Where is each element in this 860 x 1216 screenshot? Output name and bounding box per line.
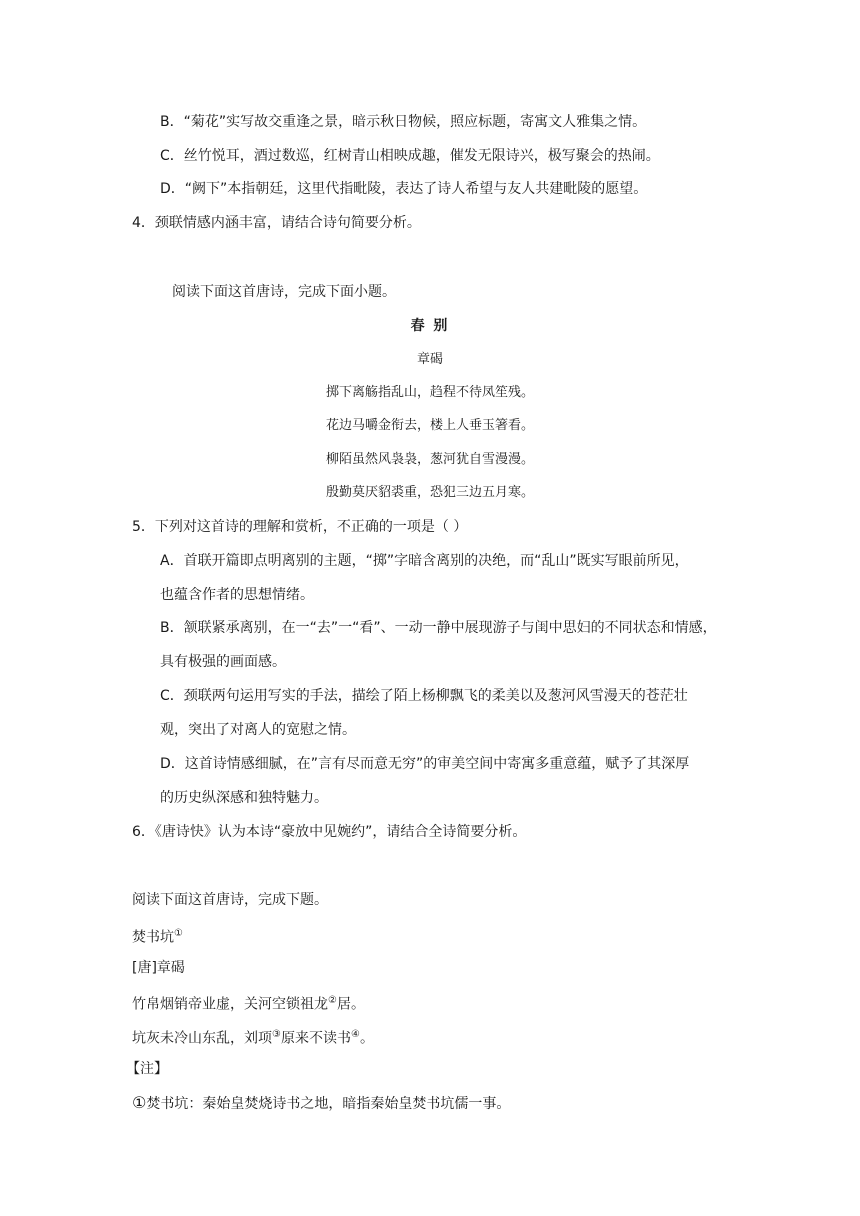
poem-line: 掷下离觞指乱山，趋程不待凤笙残。 xyxy=(325,385,534,400)
poem2-line2 xyxy=(132,1025,374,1049)
q5-option-d-cont: 的历史纵深感和独特魅力。 xyxy=(160,790,328,806)
q5-option-d: D．这首诗情感细腻，在”言有尽而意无穷”的审美空间中寄寓多重意蕴，赋予了其深厚 xyxy=(160,756,690,772)
q5-option-b-cont: 具有极强的画面感。 xyxy=(160,654,286,670)
section2-intro: 阅读下面这首唐诗，完成下面小题。 xyxy=(172,284,396,300)
q5-option-a: A．首联开篇即点明离别的主题，“掷”字暗含离别的决绝，而“乱山”既实写眼前所见， xyxy=(160,553,689,569)
note-marker: ③ xyxy=(272,1029,281,1040)
question-4: 4．颈联情感内涵丰富，请结合诗句简要分析。 xyxy=(132,215,421,231)
question-5: 5．下列对这首诗的理解和赏析，不正确的一项是（ ） xyxy=(132,519,468,535)
note-1 xyxy=(132,1093,510,1114)
poem-line: 柳陌虽然风袅袅，葱河犹自雪漫漫。 xyxy=(325,452,534,467)
note-1-text: 焚书坑：秦始皇焚烧诗书之地，暗指秦始皇焚书坑儒一事。 xyxy=(146,1096,511,1112)
poem2-title: 焚书坑 xyxy=(132,929,174,946)
poem-line: 殷勤莫厌貂裘重，恐犯三边五月寒。 xyxy=(325,485,534,500)
poem2-line2-c: 。 xyxy=(359,1030,374,1047)
section3-intro: 阅读下面这首唐诗，完成下题。 xyxy=(132,892,328,908)
note-marker: ① xyxy=(174,928,183,939)
poem2-line1-a: 竹帛烟销帝业虚，关河空锁祖龙 xyxy=(132,996,328,1013)
q5-option-c-cont: 观，突出了对离人的宽慰之情。 xyxy=(160,722,356,738)
note-heading: 【注】 xyxy=(126,1061,168,1077)
note-marker: ② xyxy=(328,995,337,1006)
poem2-line2-a: 坑灰未冷山东乱，刘项 xyxy=(132,1030,272,1047)
q5-option-b: B．颔联紧承离别，在一“去”一“看”、一动一静中展现游子与闺中思妇的不同状态和情感， xyxy=(160,620,717,636)
poem-author: 章碣 xyxy=(416,352,443,367)
q5-option-a-cont: 也蕴含作者的思想情绪。 xyxy=(160,587,314,603)
note-1-marker: ① xyxy=(132,1093,147,1112)
option-d: D．“阙下”本指朝廷，这里代指毗陵，表达了诗人希望与友人共建毗陵的愿望。 xyxy=(160,181,648,197)
question-6: 6．《唐诗快》认为本诗“豪放中见婉约”，请结合全诗简要分析。 xyxy=(132,824,527,840)
poem2-line1-b: 居。 xyxy=(336,996,365,1013)
poem-line: 花边马嚼金衔去，楼上人垂玉箸看。 xyxy=(325,418,534,433)
option-c: C．丝竹悦耳，酒过数巡，红树青山相映成趣，催发无限诗兴，极写聚会的热闹。 xyxy=(160,148,660,164)
poem2-title-line xyxy=(132,924,183,948)
q5-option-c: C．颈联两句运用写实的手法，描绘了陌上杨柳飘飞的柔美以及葱河风雪漫天的苍茫壮 xyxy=(160,688,688,704)
poem2-author: [唐]章碣 xyxy=(132,960,185,976)
option-b: B．“菊花”实写故交重逢之景，暗示秋日物候，照应标题，寄寓文人雅集之情。 xyxy=(160,114,647,130)
poem2-line1 xyxy=(132,991,365,1015)
poem-title: 春 别 xyxy=(410,318,450,334)
poem2-line2-b: 原来不读书 xyxy=(280,1030,351,1047)
note-marker: ④ xyxy=(350,1029,360,1040)
